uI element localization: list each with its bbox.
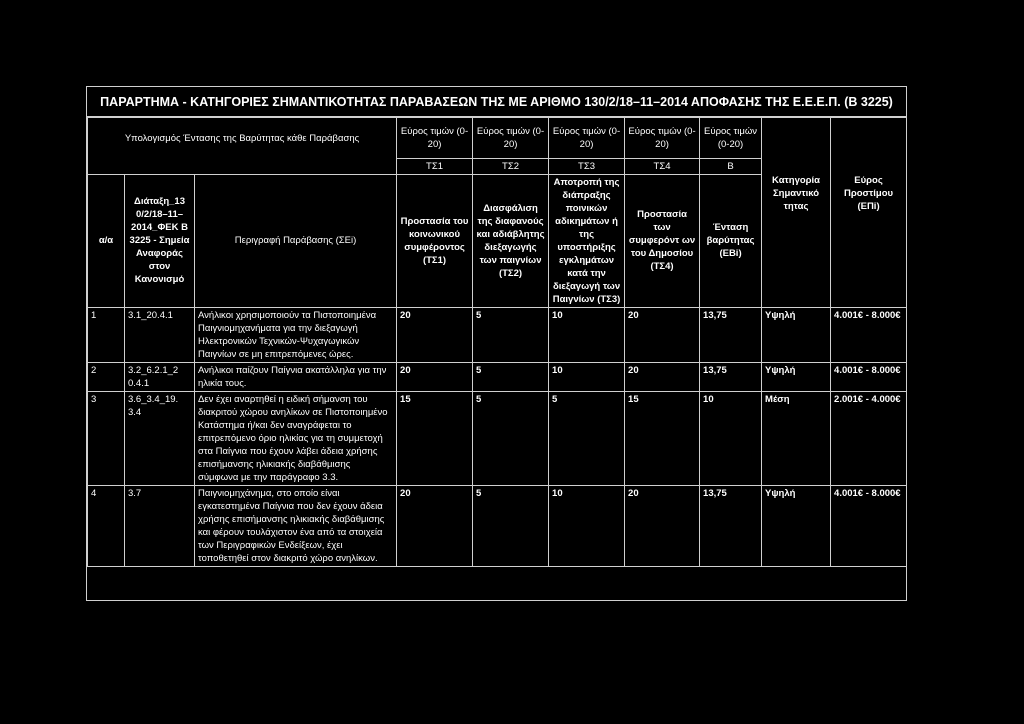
table-row [88,485,907,566]
row-ts4: 20 [625,485,700,566]
row-reference: 3.1_20.4.1 [125,307,195,362]
row-ts4: 20 [625,362,700,391]
blank-cell [762,158,831,174]
range-ts1: Εύρος τιμών (0-20) [397,118,473,159]
row-number: 2 [88,362,125,391]
row-b: 13,75 [700,362,762,391]
row-ts3: 10 [549,485,625,566]
row-fine: 4.001€ - 8.000€ [831,362,907,391]
row-number: 3 [88,391,125,485]
row-ts1: 20 [397,485,473,566]
row-ts4: 20 [625,307,700,362]
calc-label: Υπολογισμός Έντασης της Βαρύτητας κάθε Παράβασης [88,118,397,159]
header-category: Κατηγορία Σημαντικό τητας [762,174,831,307]
row-number: 4 [88,485,125,566]
row-reference: 3.6_3.4_19. 3.4 [125,391,195,485]
row-description: Παιγνιομηχάνημα, στο οποίο είναι εγκατεστημένα Παίγνια που δεν έχουν άδεια χρήσης επισήμανσης ηλικιακής διαβάθμισης και φέρουν τουλάχιστον ένα από τα στοιχεία των Περιγραφικών Ενδείξεων, έχει τοποθετηθεί στον διακριτό χώρο ανηλίκων. [195,485,397,566]
row-b: 10 [700,391,762,485]
table-row [88,391,907,485]
row-number: 1 [88,307,125,362]
header-ts3: Αποτροπή της διάπραξης ποινικών αδικημάτων ή της υποστήριξης εγκλημάτων κατά την διεξαγωγή των Παιγνίων (ΤΣ3) [549,174,625,307]
row-category: Υψηλή [762,307,831,362]
row-category: Υψηλή [762,485,831,566]
row-ts3: 10 [549,362,625,391]
code-ts2: ΤΣ2 [473,158,549,174]
row-fine: 4.001€ - 8.000€ [831,485,907,566]
row-ts2: 5 [473,391,549,485]
blank-cell [762,118,831,159]
code-ts3: ΤΣ3 [549,158,625,174]
row-description: Δεν έχει αναρτηθεί η ειδική σήμανση του διακριτού χώρου ανηλίκων σε Πιστοποιημένο Κατάστημα ή/και δεν αναγράφεται το επιτρεπόμενο όριο ηλικίας για τη συμμετοχή στα Παίγνια που έχουν λάβει άδεια χρήσης επισήμανσης ηλικιακής διαβάθμισης σύμφωνα με την παράγραφο 3.3. [195,391,397,485]
row-ts3: 5 [549,391,625,485]
code-ts4: ΤΣ4 [625,158,700,174]
row-ts4: 15 [625,391,700,485]
range-ts2: Εύρος τιμών (0-20) [473,118,549,159]
row-category: Υψηλή [762,362,831,391]
header-fine-range: Εύρος Προστίμου (ΕΠi) [831,174,907,307]
row-ts1: 20 [397,307,473,362]
row-b: 13,75 [700,485,762,566]
row-fine: 4.001€ - 8.000€ [831,307,907,362]
header-ts2: Διασφάλιση της διαφανούς και αδιάβλητης διεξαγωγής των παιγνίων (ΤΣ2) [473,174,549,307]
header-aa: α/α [88,174,125,307]
header-description: Περιγραφή Παράβασης (ΣΕi) [195,174,397,307]
code-ts1: ΤΣ1 [397,158,473,174]
page-title: ΠΑΡΑΡΤΗΜΑ - ΚΑΤΗΓΟΡΙΕΣ ΣΗΜΑΝΤΙΚΟΤΗΤΑΣ ΠΑΡΑΒΑΣΕΩΝ ΤΗΣ ΜΕ ΑΡΙΘΜΟ 130/2/18–11–2014 ΑΠΟΦΑΣΗΣ ΤΗΣ Ε.Ε.Ε.Π. (Β 3225) [87,87,906,117]
row-ts2: 5 [473,307,549,362]
code-b: Β [700,158,762,174]
blank-cell [88,158,397,174]
row-description: Ανήλικοι παίζουν Παίγνια ακατάλληλα για την ηλικία τους. [195,362,397,391]
table-row [88,307,907,362]
range-ts4: Εύρος τιμών (0-20) [625,118,700,159]
header-intensity: Ένταση βαρύτητας (ΕΒi) [700,174,762,307]
row-ts1: 20 [397,362,473,391]
table-row [88,362,907,391]
row-ts1: 15 [397,391,473,485]
annex-sheet [86,86,907,601]
header-reference: Διάταξη_13 0/2/18–11– 2014_ΦΕΚ Β 3225 - Σημεία Αναφοράς στον Κανονισμό [125,174,195,307]
blank-cell [831,118,907,159]
range-b: Εύρος τιμών (0-20) [700,118,762,159]
row-ts3: 10 [549,307,625,362]
blank-cell [831,158,907,174]
violations-table [87,117,907,567]
row-ts2: 5 [473,362,549,391]
row-description: Ανήλικοι χρησιμοποιούν τα Πιστοποιημένα Παιγνιομηχανήματα για την διεξαγωγή Ηλεκτρονικών Τεχνικών-Ψυχαγωγικών Παιγνίων σε μη επιτρεπόμενες ώρες. [195,307,397,362]
header-ts4: Προστασία των συμφερόντ ων του Δημοσίου (ΤΣ4) [625,174,700,307]
row-reference: 3.2_6.2.1_2 0.4.1 [125,362,195,391]
header-ts1: Προστασία του κοινωνικού συμφέροντος (ΤΣ1) [397,174,473,307]
row-fine: 2.001€ - 4.000€ [831,391,907,485]
row-ts2: 5 [473,485,549,566]
range-ts3: Εύρος τιμών (0-20) [549,118,625,159]
row-b: 13,75 [700,307,762,362]
row-category: Μέση [762,391,831,485]
row-reference: 3.7 [125,485,195,566]
